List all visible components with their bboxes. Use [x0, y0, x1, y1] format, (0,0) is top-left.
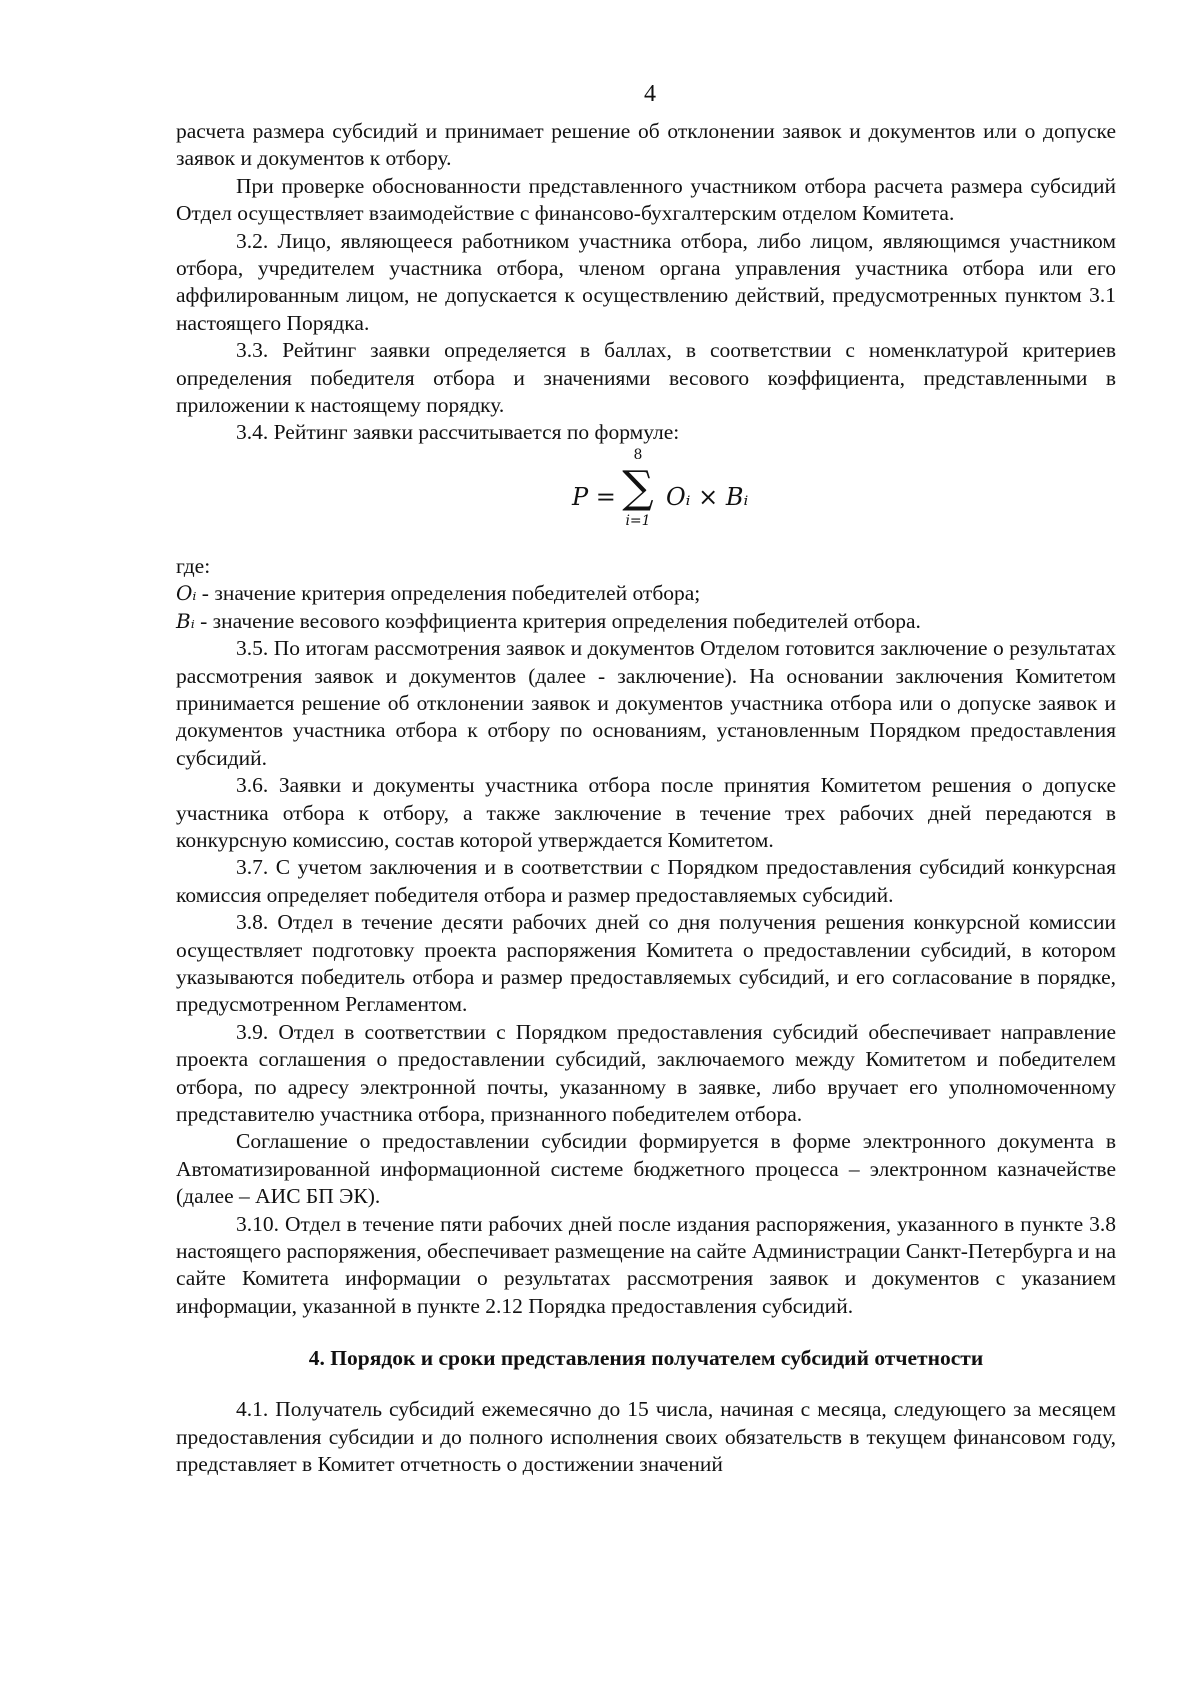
rating-formula	[176, 447, 1116, 553]
formula-upper-limit: 8	[633, 446, 643, 463]
where-label: где:	[176, 553, 211, 578]
definition-oi	[176, 580, 1116, 607]
paragraph-3-6: 3.6. Заявки и документы участника отбора после принятия Комитетом решения о допуске участника отбора к отбору, а также заключение в течение трех рабочих дней передаются в конкурсную комиссию, состав которой утверждается Комитетом.	[176, 773, 1116, 852]
formula-rhs: Oᵢ × Bᵢ	[666, 482, 749, 511]
paragraph-3-5: 3.5. По итогам рассмотрения заявок и документов Отделом готовится заключение о результатах рассмотрения заявок и документов (далее - заключение). На основании заключения Комитетом принимается решение об отклонении заявок и документов участника отбора или о допуске заявок и документов участника отбора к отбору по основаниям, установленным Порядком предоставления субсидий.	[176, 636, 1116, 770]
formula-lower-limit: i=1	[625, 512, 651, 529]
paragraph-verification: При проверке обоснованности представленного участником отбора расчета размера субсидий Отдел осуществляет взаимодействие с финансово-бухгалтерским отделом Комитета.	[176, 173, 1116, 226]
document-body	[176, 118, 1116, 1478]
formula-sum	[616, 447, 660, 529]
paragraph-continuation: расчета размера субсидий и принимает решение об отклонении заявок и документов или о допуске заявок и документов к отбору.	[176, 119, 1116, 171]
page-number: 4	[644, 81, 656, 107]
variable-oi: Oᵢ	[176, 581, 197, 606]
paragraph-3-7: 3.7. С учетом заключения и в соответствии с Порядком предоставления субсидий конкурсная комиссия определяет победителя отбора и размер предоставляемых субсидий.	[176, 855, 1116, 907]
definition-bi-text: - значение весового коэффициента критерия определения победителей отбора.	[194, 608, 921, 633]
formula-lhs: P =	[572, 482, 616, 511]
paragraph-agreement: Соглашение о предоставлении субсидии формируется в форме электронного документа в Автоматизированной информационной системе бюджетного процесса – электронном казначействе (далее – АИС БП ЭК).	[176, 1129, 1116, 1209]
sigma-icon: ∑	[622, 461, 654, 513]
section-4-title: 4. Порядок и сроки представления получателем субсидий отчетности	[308, 1346, 984, 1371]
paragraph-3-3: 3.3. Рейтинг заявки определяется в баллах, в соответствии с номенклатурой критериев определения победителя отбора и значениями весового коэффициента, представленными в приложении к настоящему порядку.	[176, 338, 1116, 418]
paragraph-4-1: 4.1. Получатель субсидий ежемесячно до 15 числа, начиная с месяца, следующего за месяцем предоставления субсидии и до полного исполнения своих обязательств в текущем финансовом году, представляет в Комитет отчетность о достижении значений	[176, 1397, 1116, 1477]
paragraph-3-10: 3.10. Отдел в течение пяти рабочих дней после издания распоряжения, указанного в пункте 3.8 настоящего распоряжения, обеспечивает размещение на сайте Администрации Санкт-Петербурга и на сайте Комитета информации о результатах рассмотрения заявок и документов с указанием информации, указанной в пункте 2.12 Порядка предоставления субсидий.	[176, 1211, 1116, 1318]
definition-oi-text: - значение критерия определения победителей отбора;	[196, 581, 701, 606]
variable-bi: Bᵢ	[176, 608, 195, 633]
paragraph-3-4: 3.4. Рейтинг заявки рассчитывается по формуле:	[236, 420, 680, 445]
definition-bi	[176, 608, 1116, 635]
paragraph-3-2: 3.2. Лицо, являющееся работником участника отбора, либо лицом, являющимся участником отбора, учредителем участника отбора, членом органа управления участника отбора или его аффилированным лицом, не допускается к осуществлению действий, предусмотренных пунктом 3.1 настоящего Порядка.	[176, 228, 1116, 335]
paragraph-3-8: 3.8. Отдел в течение десяти рабочих дней со дня получения решения конкурсной комиссии осуществляет подготовку проекта распоряжения Комитета о предоставлении субсидий, в котором указываются победитель отбора и размер предоставляемых субсидий, и его согласование в порядке, предусмотренном Регламентом.	[176, 910, 1116, 1017]
paragraph-3-9: 3.9. Отдел в соответствии с Порядком предоставления субсидий обеспечивает направление проекта соглашения о предоставлении субсидий, заключаемого между Комитетом и победителем отбора, по адресу электронной почты, указанному в заявке, либо вручает его уполномоченному представителю участника отбора, признанного победителем отбора.	[176, 1019, 1116, 1126]
